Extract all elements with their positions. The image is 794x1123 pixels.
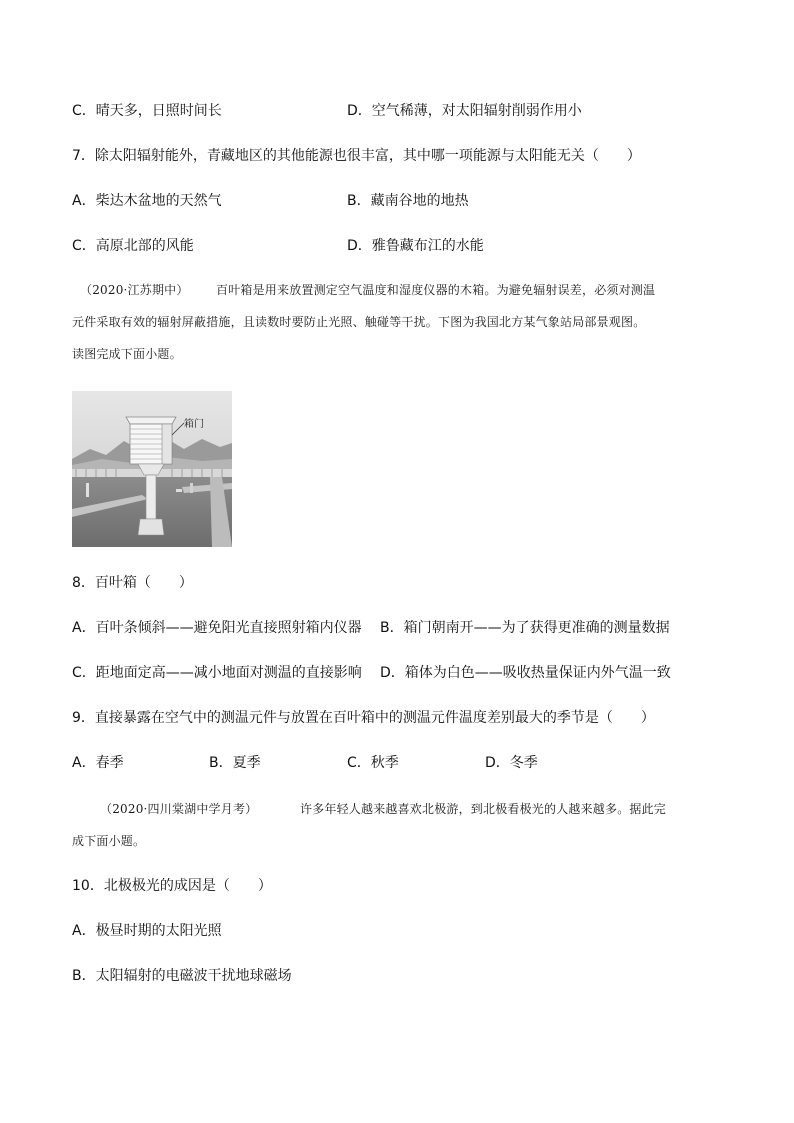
weather-station-photo: [72, 391, 232, 547]
q9-stem: 9．直接暴露在空气中的测温元件与放置在百叶箱中的测温元件温度差别最大的季节是（ ）: [72, 710, 655, 726]
q6-option-c: C．晴天多，日照时间长: [72, 103, 222, 119]
q8-option-c: C．距地面定高——减小地面对测温的直接影响: [72, 665, 362, 681]
passage1-line3: 读图完成下面小题。: [72, 347, 182, 361]
passage2-line2: 成下面小题。: [72, 834, 146, 848]
q10-option-a: A．极昼时期的太阳光照: [72, 923, 222, 939]
weather-station-illustration: [72, 391, 232, 547]
passage1-source: （2020·江苏期中）: [80, 283, 189, 297]
q10-option-b: B．太阳辐射的电磁波干扰地球磁场: [72, 968, 292, 984]
passage1-line2: 元件采取有效的辐射屏蔽措施，且读数时要防止光照、触碰等干扰。下图为我国北方某气象站局部景观图。: [72, 315, 646, 329]
passage2-source: （2020·四川棠湖中学月考）: [100, 802, 258, 816]
q9-option-b: B．夏季: [209, 755, 261, 771]
q8-stem: 8．百叶箱（ ）: [72, 575, 193, 591]
q8-option-a: A．百叶条倾斜——避免阳光直接照射箱内仪器: [72, 620, 362, 636]
q7-option-d: D．雅鲁藏布江的水能: [347, 238, 484, 254]
q9-option-c: C．秋季: [347, 755, 399, 771]
q10-stem: 10．北极极光的成因是（ ）: [72, 878, 272, 894]
q9-option-a: A．春季: [72, 755, 124, 771]
passage1-line1: 百叶箱是用来放置测定空气温度和湿度仪器的木箱。为避免辐射误差，必须对测温: [216, 283, 656, 297]
q6-option-d: D．空气稀薄，对太阳辐射削弱作用小: [347, 103, 582, 119]
q7-option-c: C．高原北部的风能: [72, 238, 194, 254]
door-label: 箱门: [184, 419, 204, 430]
q8-option-d: D．箱体为白色——吸收热量保证内外气温一致: [380, 665, 671, 681]
q7-stem: 7．除太阳辐射能外，青藏地区的其他能源也很丰富，其中哪一项能源与太阳能无关（ ）: [72, 148, 641, 164]
q7-option-b: B．藏南谷地的地热: [347, 193, 469, 209]
q9-option-d: D．冬季: [485, 755, 538, 771]
q8-option-b: B．箱门朝南开——为了获得更准确的测量数据: [380, 620, 670, 636]
passage2-line1: 许多年轻人越来越喜欢北极游，到北极看极光的人越来越多。据此完: [300, 802, 667, 816]
q7-option-a: A．柴达木盆地的天然气: [72, 193, 222, 209]
